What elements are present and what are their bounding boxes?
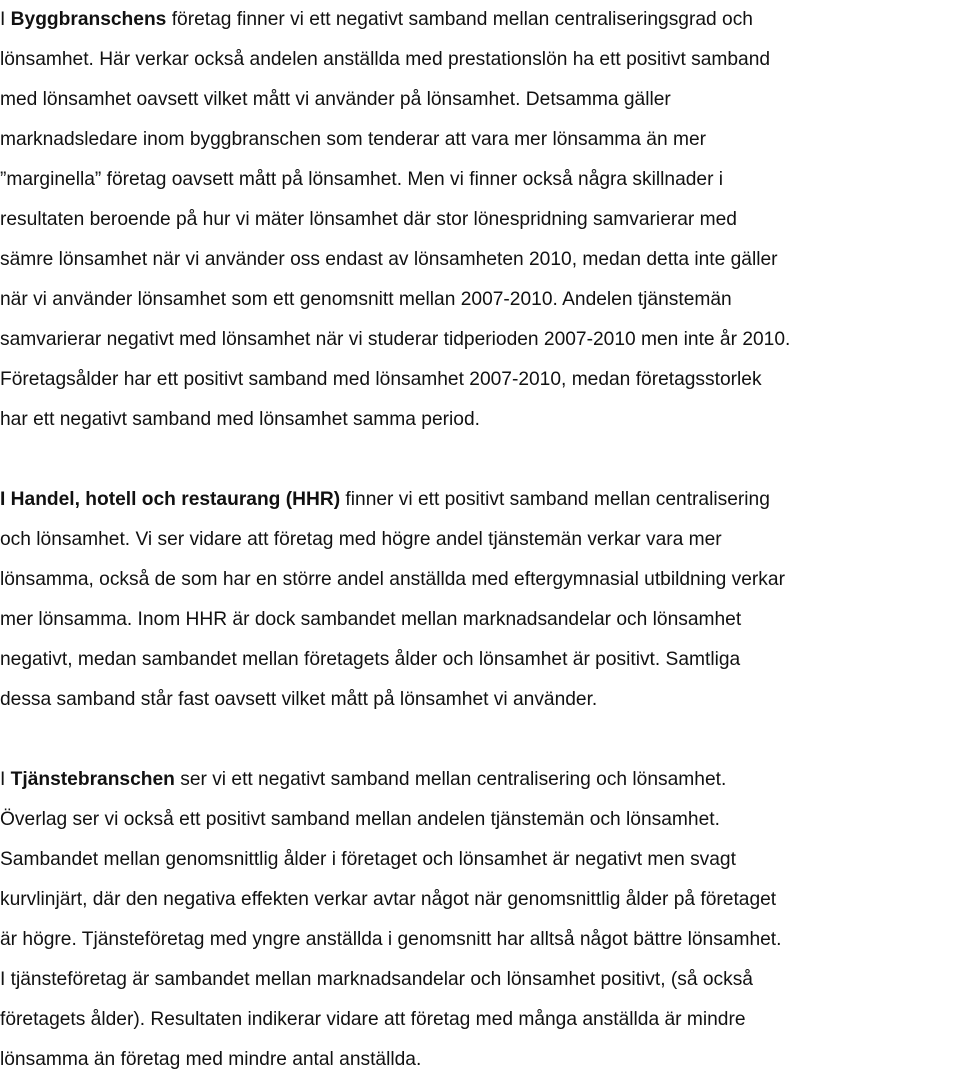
paragraph-gap (0, 440, 958, 480)
text-segment: finner vi ett positivt samband mellan centralisering (340, 489, 770, 510)
text-segment: företag finner vi ett negativt samband mellan centraliseringsgrad och (166, 9, 753, 30)
text-segment: Överlag ser vi också ett positivt samband mellan andelen tjänstemän och lönsamhet. (0, 809, 720, 830)
text-line (0, 960, 958, 1000)
text-segment: kurvlinjärt, där den negativa effekten verkar avtar något när genomsnittlig ålder på företaget (0, 889, 777, 910)
paragraph-gap (0, 720, 958, 760)
text-line (0, 1040, 958, 1080)
text-line (0, 320, 958, 360)
text-line (0, 600, 958, 640)
text-line (0, 80, 958, 120)
text-line (0, 1000, 958, 1040)
text-line (0, 560, 958, 600)
text-line (0, 640, 958, 680)
text-segment: lönsamhet. Här verkar också andelen anställda med prestationslön ha ett positivt samband (0, 49, 771, 70)
text-segment: har ett negativt samband med lönsamhet samma period. (0, 409, 480, 430)
text-segment: lönsamma än företag med mindre antal anställda. (0, 1049, 422, 1070)
text-line (0, 240, 958, 280)
text-line (0, 360, 958, 400)
text-segment: Företagsålder har ett positivt samband med lönsamhet 2007-2010, medan företagsstorlek (0, 369, 762, 390)
text-line (0, 200, 958, 240)
paragraph (0, 0, 958, 440)
text-line (0, 840, 958, 880)
text-line (0, 800, 958, 840)
text-line (0, 120, 958, 160)
text-line (0, 920, 958, 960)
text-segment: mer lönsamma. Inom HHR är dock sambandet mellan marknadsandelar och lönsamhet (0, 609, 742, 630)
text-line (0, 880, 958, 920)
text-segment: lönsamma, också de som har en större andel anställda med eftergymnasial utbildning verkar (0, 569, 785, 590)
paragraph (0, 480, 958, 720)
text-segment: är högre. Tjänsteföretag med yngre anställda i genomsnitt har alltså något bättre lönsamhet. (0, 929, 782, 950)
text-segment: resultaten beroende på hur vi mäter lönsamhet där stor lönespridning samvarierar med (0, 209, 737, 230)
text-segment: Sambandet mellan genomsnittlig ålder i företaget och lönsamhet är negativt men svagt (0, 849, 736, 870)
text-segment: dessa samband står fast oavsett vilket mått på lönsamhet vi använder. (0, 689, 598, 710)
text-line (0, 520, 958, 560)
bold-text: Byggbranschens (10, 9, 167, 30)
text-line (0, 40, 958, 80)
bold-text: I Handel, hotell och restaurang (HHR) (0, 489, 341, 510)
text-segment: företagets ålder). Resultaten indikerar vidare att företag med många anställda är mindre (0, 1009, 746, 1030)
text-segment: marknadsledare inom byggbranschen som tenderar att vara mer lönsamma än mer (0, 129, 707, 150)
text-line (0, 400, 958, 440)
text-line (0, 480, 958, 520)
text-segment: samvarierar negativt med lönsamhet när vi studerar tidperioden 2007-2010 men inte år 2010. (0, 329, 791, 350)
text-segment: ser vi ett negativt samband mellan centralisering och lönsamhet. (174, 769, 727, 790)
text-line (0, 280, 958, 320)
text-line (0, 680, 958, 720)
bold-text: Tjänstebranschen (10, 769, 175, 790)
text-segment: med lönsamhet oavsett vilket mått vi använder på lönsamhet. Detsamma gäller (0, 89, 671, 110)
text-line (0, 0, 958, 40)
text-segment: när vi använder lönsamhet som ett genomsnitt mellan 2007-2010. Andelen tjänstemän (0, 289, 732, 310)
text-segment: ”marginella” företag oavsett mått på lönsamhet. Men vi finner också några skillnader i (0, 169, 724, 190)
text-segment: I tjänsteföretag är sambandet mellan marknadsandelar och lönsamhet positivt, (så också (0, 969, 753, 990)
text-segment: sämre lönsamhet när vi använder oss endast av lönsamheten 2010, medan detta inte gäller (0, 249, 778, 270)
text-segment: negativt, medan sambandet mellan företagets ålder och lönsamhet är positivt. Samtliga (0, 649, 741, 670)
text-segment: I (0, 769, 11, 790)
text-segment: I (0, 9, 11, 30)
text-line (0, 160, 958, 200)
text-line (0, 760, 958, 800)
text-segment: och lönsamhet. Vi ser vidare att företag med högre andel tjänstemän verkar vara mer (0, 529, 722, 550)
paragraph (0, 760, 958, 1080)
